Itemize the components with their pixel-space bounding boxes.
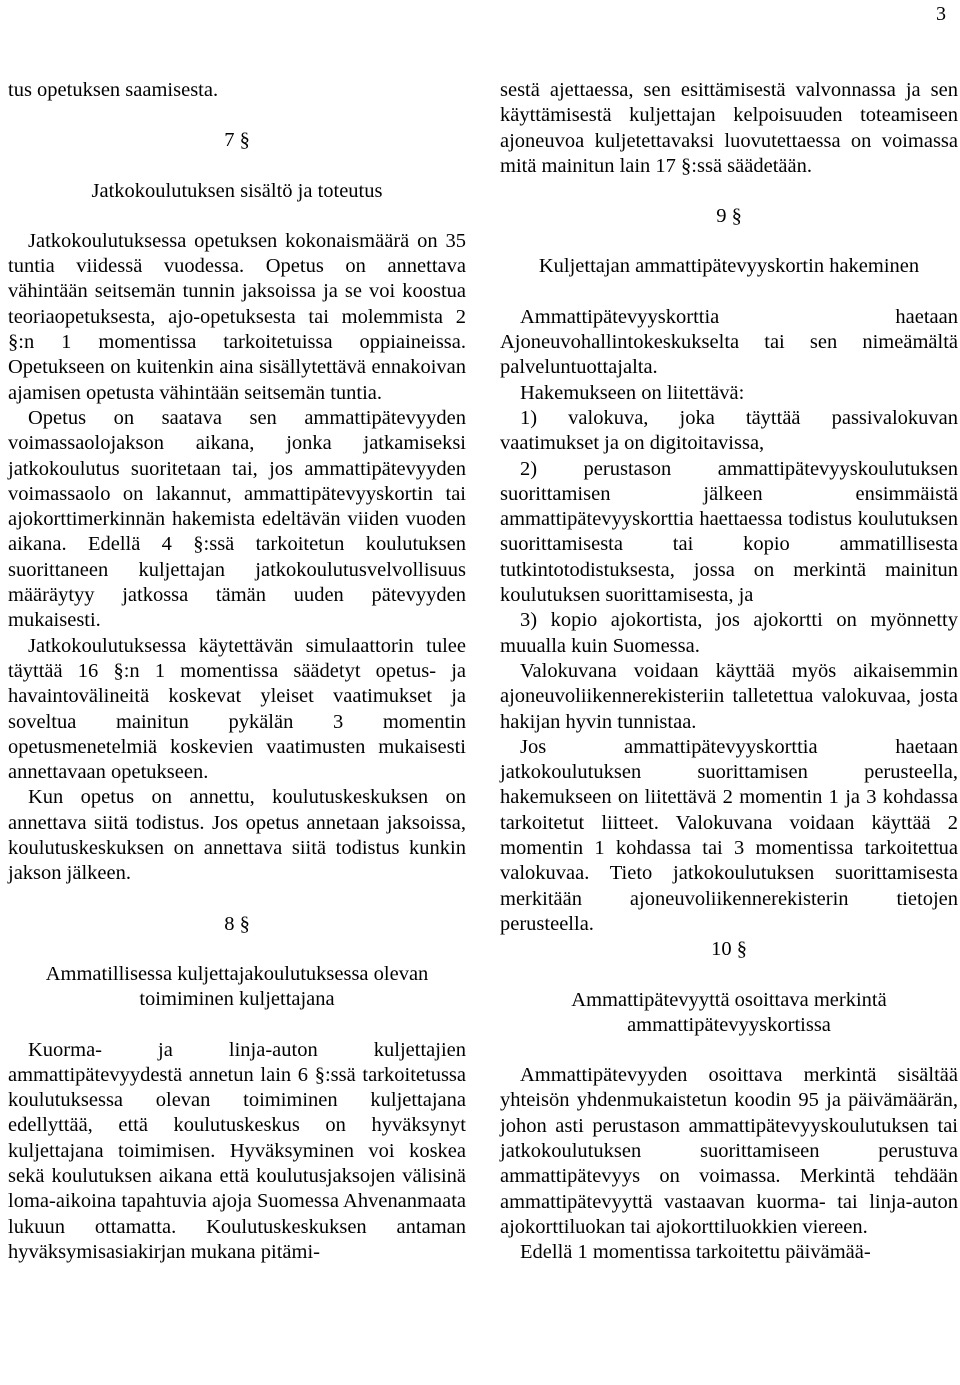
paragraph: Opetus on saatava sen ammattipätevyyden voimassaolojakson aikana, jonka jatkamiseksi jatkokoulutus suoritetaan tai, jos ammattipätevyyden voimassaolo on lakannut, ammattipätevyyskortin tai ajokorttimerkinnän hakemista edeltävän viiden vuoden aikana. Edellä 4 §:ssä tarkoitetun koulutuksen suorittaneen kuljettajan jatkokoulutusvelvollisuus määräytyy jatkossa tämän uuden pätevyyden mukaisesti. — [8, 406, 466, 632]
list-item: 2) perustason ammattipätevyyskoulutuksen suorittamisen jälkeen ensimmäistä ammattipätevyyskorttia haettaessa todistus koulutuksen suorittamisesta tai kopio ammatillisesta tutkintotodistuksesta, jossa on merkintä mainitun koulutuksen suorittamisesta, ja — [500, 457, 958, 607]
section-title-7: Jatkokoulutuksen sisältö ja toteutus — [91, 179, 383, 202]
list-item: 1) valokuva, joka täyttää passivalokuvan vaatimukset ja on digitoitavissa, — [500, 406, 958, 455]
section-title-9: Kuljettajan ammattipätevyyskortin hakeminen — [538, 255, 920, 278]
paragraph: Kun opetus on annettu, koulutuskeskuksen on annettava siitä todistus. Jos opetus annetaan jaksoissa, koulutuskeskuksen on annettava siitä todistus kunkin jakson jälkeen. — [8, 786, 466, 885]
section-number-7: 7 § — [224, 129, 250, 152]
paragraph: Valokuvana voidaan käyttää myös aikaisemmin ajoneuvoliikennerekisteriin talletettua valokuvaa, josta hakijan hyvin tunnistaa. — [500, 659, 958, 733]
paragraph: Jatkokoulutuksessa opetuksen kokonaismäärä on 35 tuntia viidessä vuodessa. Opetus on annettava vähintään seitsemän tunnin jaksoissa ja se voi koostua teoriaopetuksesta, ajo-opetuksesta tai molemmista 2 §:n 1 momentissa tarkoitetuissa oppiaineissa. Opetukseen on kuitenkin aina sisällytettävä ennakoivan ajamisen opetusta vähintään seitsemän tuntia. — [8, 229, 466, 404]
section-title-8: Ammatillisessa kuljettajakoulutuksessa olevan toimiminen kuljettajana — [45, 962, 429, 1011]
paragraph: Ammattipätevyyskorttia haetaan Ajoneuvohallintokeskukselta tai sen nimeämältä palveluntuottajalta. — [500, 305, 958, 379]
paragraph: Kuorma- ja linja-auton kuljettajien ammattipätevyydestä annetun lain 6 §:ssä tarkoitetussa koulutuksessa olevan toimiminen kuljettajana edellyttää, että koulutuskeskus on hyväksynyt kuljettajana toimimisen. Hyväksyminen voi koskea sekä koulutuksen aikana että koulutusjaksojen välisinä loma-aikoina tapahtuvia ajoja Suomessa Ahvenanmaata lukuun ottamatta. Koulutuskeskuksen antaman hyväksymisasiakirjan mukana pitämi- — [8, 1038, 466, 1263]
page-number: 3 — [936, 3, 946, 25]
paragraph: sestä ajettaessa, sen esittämisestä valvonnassa ja sen käyttämisestä kuljettajan kelpoisuuden toteamiseen ajoneuvoa kuljetettavaksi luovutettaessa on voimassa mitä mainitun lain 17 §:ssä säädetään. — [500, 79, 958, 177]
section-number-9: 9 § — [716, 205, 742, 228]
left-column — [8, 78, 466, 1265]
paragraph: Ammattipätevyyden osoittava merkintä sisältää yhteisön yhdenmukaistetun koodin 95 ja päivämäärän, johon asti perustason ammattipätevyyskoulutuksen tai jatkokoulutuksen suorittamiseen perustuva ammattipätevyys on voimassa. Merkintä tehdään ammattipätevyyttä vastaavan kuorma- tai linja-auton ajokorttiluokan tai ajokorttiluokkien viereen. — [500, 1064, 958, 1238]
paragraph: tus opetuksen saamisesta. — [8, 79, 219, 101]
right-column — [500, 78, 958, 1265]
section-number-10: 10 § — [711, 938, 747, 961]
list-item: 3) kopio ajokortista, jos ajokortti on myönnetty muualla kuin Suomessa. — [500, 609, 958, 657]
section-title-10: Ammattipätevyyttä osoittava merkintä ammattipätevyyskortissa — [571, 988, 887, 1036]
paragraph: Jatkokoulutuksessa käytettävän simulaattorin tulee täyttää 16 §:n 1 momentissa säädetyt opetus- ja havaintovälineitä koskevat yleiset vaatimukset ja soveltua mainitun pykälän 3 momentin opetusmenetelmiä koskevien vaatimusten mukaisesti annettavaan opetukseen. — [8, 634, 466, 784]
paragraph: Edellä 1 momentissa tarkoitettu päivämää- — [520, 1241, 871, 1264]
paragraph: Jos ammattipätevyyskorttia haetaan jatkokoulutuksen suorittamisen perusteella, hakemukseen on liitettävä 2 momentin 1 ja 3 kohdassa tarkoitetut liitteet. Valokuvana voidaan käyttää 2 momentin 1 kohdassa tai 3 momentissa tarkoitettua valokuvaa. Tieto jatkokoulutuksen suorittamisesta merkitään ajoneuvoliikennerekisterin tietojen perusteella. — [500, 735, 958, 935]
section-number-8: 8 § — [224, 912, 250, 935]
paragraph: Hakemukseen on liitettävä: — [520, 381, 745, 404]
